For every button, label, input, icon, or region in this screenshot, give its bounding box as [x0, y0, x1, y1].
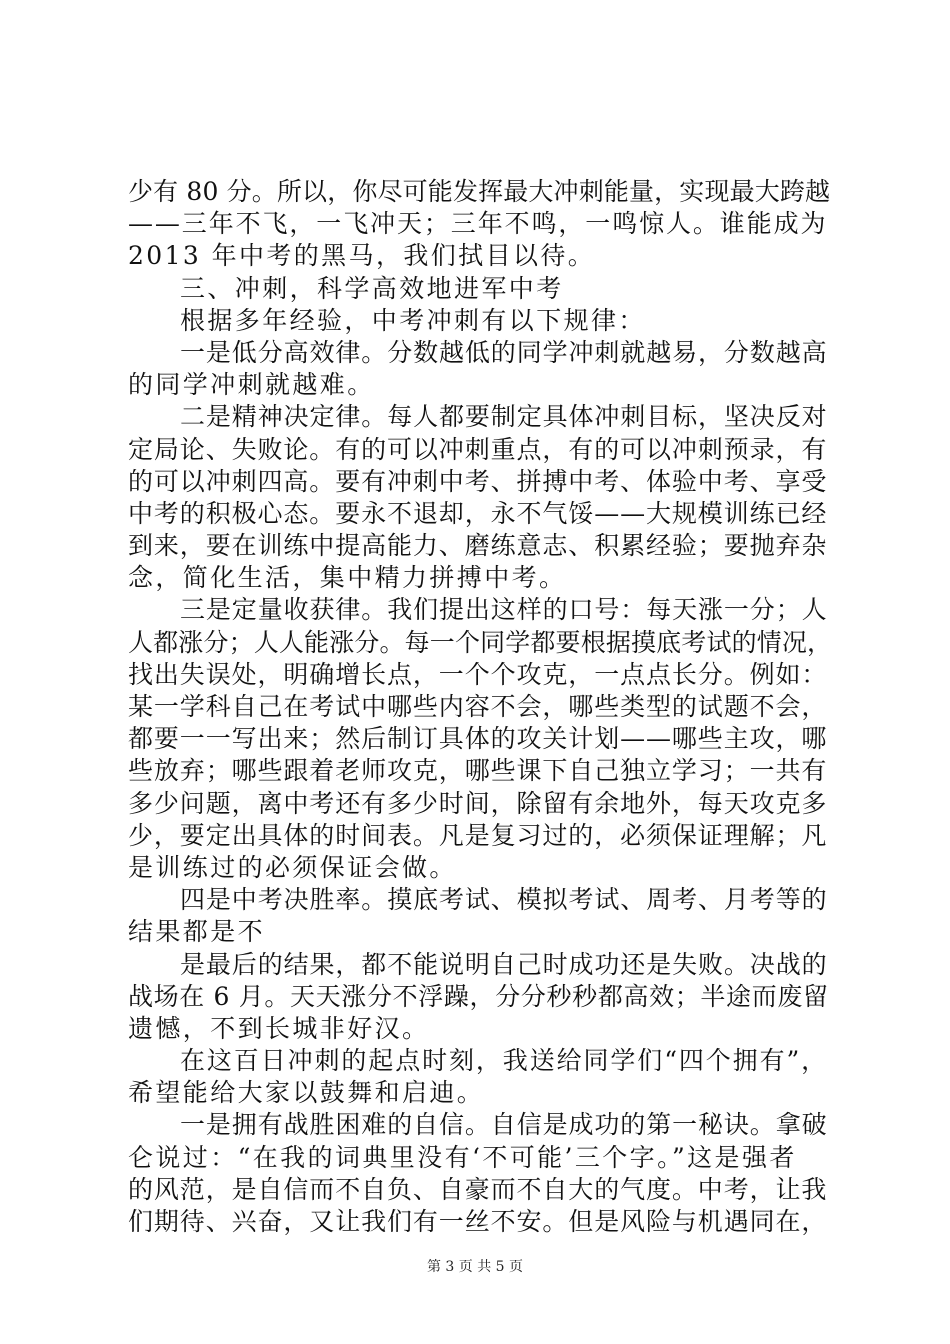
document-body — [128, 176, 833, 1238]
text-line: 2013 年中考的黑马，我们拭目以待。 — [128, 241, 596, 271]
text-line: 多少问题，离中考还有多少时间，除留有余地外，每天攻克多 — [128, 788, 828, 818]
text-line: 少，要定出具体的时间表。凡是复习过的，必须保证理解；凡 — [128, 820, 828, 850]
text-line: 念，简化生活，集中精力拼搏中考。 — [128, 563, 567, 593]
text-line: 的可以冲刺四高。要有冲刺中考、拼搏中考、体验中考、享受 — [128, 466, 828, 496]
text-line: 少有 80 分。所以，你尽可能发挥最大冲刺能量，实现最大跨越 — [128, 177, 831, 206]
text-line: 的风范，是自信而不自负、自豪而不自大的气度。中考，让我 — [128, 1174, 828, 1204]
text-line: 找出失误处，明确增长点，一个个攻克，一点点长分。例如： — [128, 659, 828, 689]
text-line: 人都涨分；人人能涨分。每一个同学都要根据摸底考试的情况， — [128, 627, 833, 657]
text-line: 仑说过：“在我的词典里没有‘不可能’三个字。”这是强者 — [128, 1142, 797, 1172]
text-line: 二是精神决定律。每人都要制定具体冲刺目标，坚决反对 — [180, 402, 828, 432]
page-number: 第 3 页 共 5 页 — [426, 1259, 524, 1275]
text-line: 根据多年经验，中考冲刺有以下规律： — [180, 305, 646, 335]
text-line: 战场在 6 月。天天涨分不浮躁，分分秒秒都高效；半途而废留 — [128, 981, 829, 1011]
text-line: 三是定量收获律。我们提出这样的口号：每天涨一分；人 — [180, 595, 828, 625]
text-line: 一是低分高效律。分数越低的同学冲刺就越易，分数越高 — [180, 337, 828, 367]
text-line: 四是中考决胜率。摸底考试、模拟考试、周考、月考等的 — [180, 885, 828, 915]
section-heading: 三、冲刺，科学高效地进军中考 — [180, 273, 564, 303]
text-line: 希望能给大家以鼓舞和启迪。 — [128, 1078, 485, 1108]
text-line: 是训练过的必须保证会做。 — [128, 852, 457, 882]
text-line: 中考的积极心态。要永不退却，永不气馁——大规模训练已经 — [128, 498, 828, 528]
text-line: 到来，要在训练中提高能力、磨练意志、积累经验；要抛弃杂 — [128, 531, 828, 561]
text-line: 遗憾，不到长城非好汉。 — [128, 1013, 430, 1043]
text-line: 一是拥有战胜困难的自信。自信是成功的第一秘诀。拿破 — [180, 1110, 828, 1140]
text-line: 的同学冲刺就越难。 — [128, 370, 375, 400]
text-line: 是最后的结果，都不能说明自己时成功还是失败。决战的 — [180, 949, 828, 979]
text-line: 定局论、失败论。有的可以冲刺重点，有的可以冲刺预录，有 — [128, 434, 828, 464]
text-line: 们期待、兴奋，又让我们有一丝不安。但是风险与机遇同在， — [128, 1207, 828, 1236]
text-line: 些放弃；哪些跟着老师攻克，哪些课下自己独立学习；一共有 — [128, 756, 828, 786]
text-line: 某一学科自己在考试中哪些内容不会，哪些类型的试题不会， — [128, 692, 828, 721]
text-line: ——三年不飞，一飞冲天；三年不鸣，一鸣惊人。谁能成为 — [128, 209, 828, 239]
text-line: 都要一一写出来；然后制订具体的攻关计划——哪些主攻，哪 — [128, 724, 828, 754]
text-line: 结果都是不 — [128, 917, 266, 947]
text-line: 在这百日冲刺的起点时刻，我送给同学们“四个拥有”， — [180, 1046, 829, 1076]
